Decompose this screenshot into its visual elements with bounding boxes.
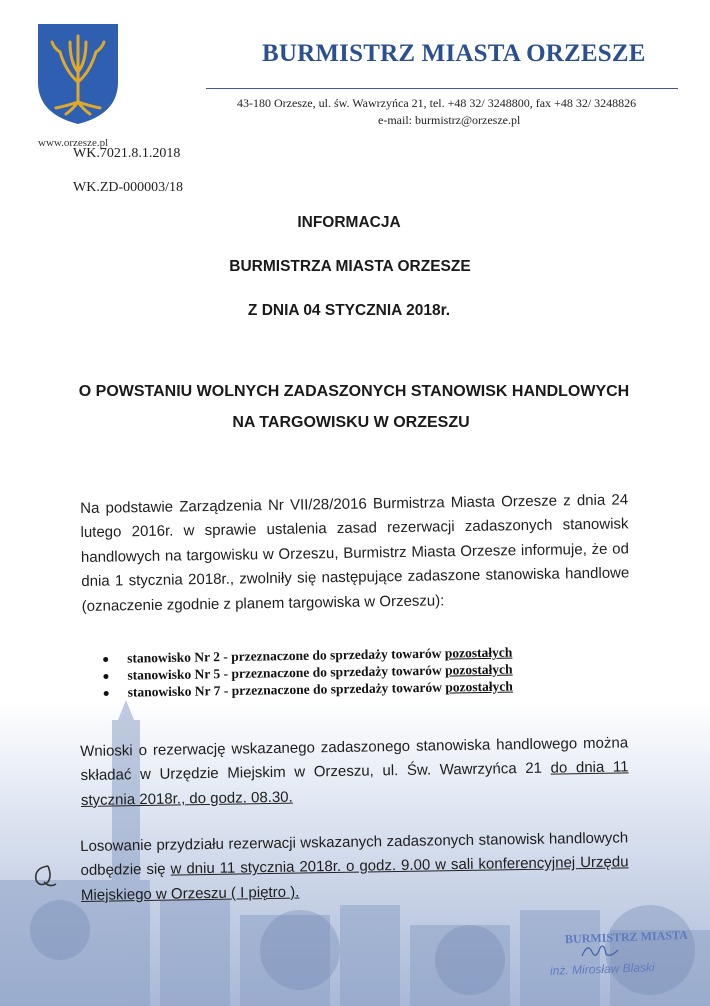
paragraph-draw <box>80 826 629 908</box>
stall-category: pozostałych <box>444 644 513 661</box>
handwritten-initial-mark <box>30 862 60 892</box>
stall-category: pozostałych <box>445 678 513 695</box>
draw-details: w dniu 11 stycznia 2018r. o godz. 9.00 w sali konferencyjnej Urzędu Miejskiego w Orzeszu ( I piętro ). <box>80 853 629 904</box>
heading-date: Z DNIA 04 STYCZNIA 2018r. <box>247 302 451 319</box>
stall-text: stanowisko Nr 5 - przeznaczone do sprzedaży towarów <box>127 662 442 683</box>
bullet-icon <box>103 657 108 662</box>
case-number: WK.7021.8.1.2018 <box>73 146 181 161</box>
mayor-stamp-title: BURMISTRZ MIASTA <box>564 927 688 947</box>
mayor-stamp-name: inż. Mirosław Blaski <box>549 960 655 978</box>
letterhead-website: www.orzesze.pl <box>38 137 109 149</box>
application-deadline: do dnia 11 stycznia 2018r., do godz. 08.30. <box>80 758 629 809</box>
heading-issuer: BURMISTRZA MIASTA ORZESZE <box>229 258 471 275</box>
paragraph-application <box>80 731 629 813</box>
handwritten-signature <box>580 940 620 962</box>
stall-list <box>103 644 513 701</box>
stall-text: stanowisko Nr 2 - przeznaczone do sprzedaży towarów <box>127 645 442 666</box>
document-number: WK.ZD-000003/18 <box>73 180 184 195</box>
bullet-icon <box>104 691 109 696</box>
application-text: Wnioski o rezerwację wskazanego zadaszonego stanowiska handlowego można składać w Urzędzie Miejskim w Orzeszu, ul. Św. Wawrzyńca 21 <box>80 734 629 785</box>
letterhead-address: 43-180 Orzesze, ul. św. Wawrzyńca 21, tel. +48 32/ 3248800, fax +48 32/ 3248826 <box>237 96 637 110</box>
heading-information: INFORMACJA <box>297 214 401 231</box>
letterhead-divider <box>206 88 678 89</box>
stall-category: pozostałych <box>444 661 513 678</box>
letterhead-email: e-mail: burmistrz@orzesze.pl <box>378 113 521 127</box>
subject-line-2: NA TARGOWISKU W ORZESZU <box>232 414 470 431</box>
letterhead-title: BURMISTRZ MIASTA ORZESZE <box>262 40 646 67</box>
bullet-icon <box>103 674 108 679</box>
draw-text: Losowanie przydziału rezerwacji wskazanych zadaszonych stanowisk handlowych odbędzie się <box>80 829 629 880</box>
stall-text: stanowisko Nr 7 - przeznaczone do sprzedaży towarów <box>127 679 443 700</box>
subject-line-1: O POWSTANIU WOLNYCH ZADASZONYCH STANOWISK HANDLOWYCH <box>78 383 630 400</box>
paragraph-legal-basis: Na podstawie Zarządzenia Nr VII/28/2016 Burmistrza Miasta Orzesze z dnia 24 lutego 2016r. w sprawie ustalenia zasad rezerwacji zadaszonych stanowisk handlowych na targowisku w Orzeszu, Burmistrz Miasta Orzesze informuje, że od dnia 1 stycznia 2018r., zwolniły się następujące zadaszone stanowiska handlowe (oznaczenie zgodnie z planem targowiska w Orzeszu): <box>80 491 630 615</box>
orzesze-coat-of-arms-icon <box>36 22 120 126</box>
